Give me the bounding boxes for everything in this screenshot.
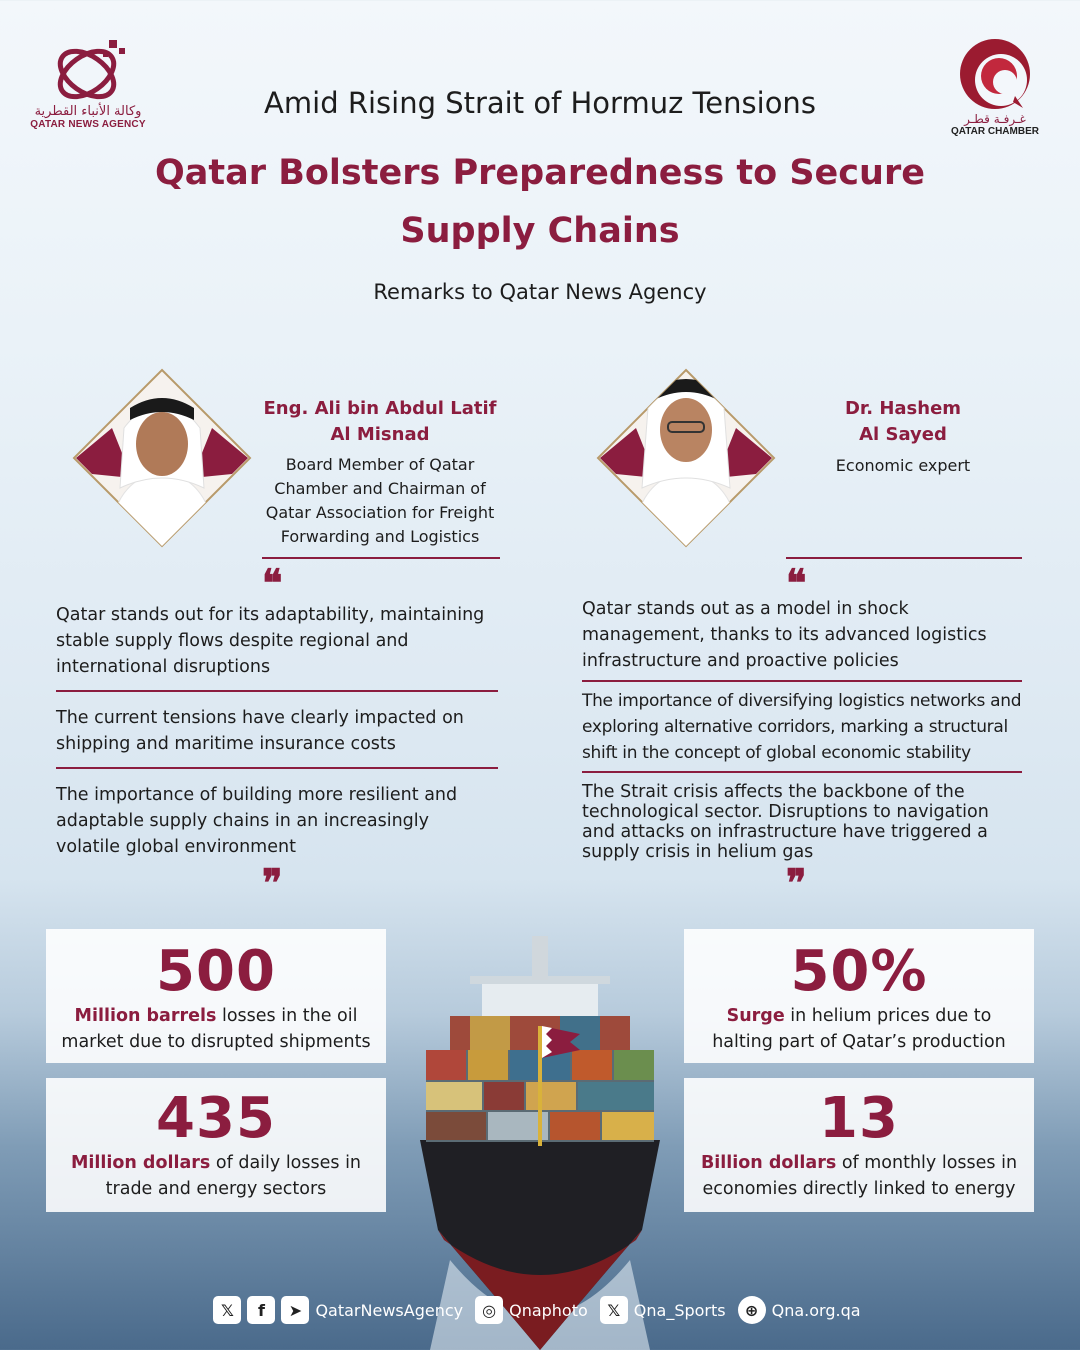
right-quote-2 (582, 688, 1042, 766)
quote-line: adaptable supply chains in an increasingly (56, 811, 429, 831)
page-title-line2: Supply Chains (400, 211, 680, 251)
person-right-name-line2: Al Sayed (859, 424, 947, 445)
stat-rest: losses in the oil (216, 1006, 358, 1026)
instagram-icon[interactable]: ◎ (475, 1296, 503, 1324)
stat-description-line2: halting part of Qatar’s production (712, 1032, 1006, 1052)
kicker-headline: Amid Rising Strait of Hormuz Tensions (264, 86, 816, 120)
handle-qnaphoto[interactable]: Qnaphoto (509, 1300, 588, 1320)
person-left-role-line: Chamber and Chairman of (274, 479, 486, 498)
divider (262, 557, 500, 559)
stat-description (46, 1150, 386, 1202)
left-quote-1 (56, 602, 506, 680)
quote-line: The current tensions have clearly impacted on (56, 708, 464, 728)
left-quote-2 (56, 705, 506, 757)
divider (582, 680, 1022, 682)
qatar-chamber-arabic: غـرفـة قطـر (964, 112, 1026, 126)
divider (56, 690, 498, 692)
stat-highlight: Billion dollars (700, 1153, 837, 1173)
qna-logo-arabic: وكالة الأنباء القطرية (34, 104, 142, 119)
stat-number: 50% (790, 939, 928, 1004)
cargo-ship-image (410, 930, 670, 1350)
open-quote-icon: ❝ (786, 560, 807, 605)
handle-qatarnewsagency[interactable]: QatarNewsAgency (315, 1300, 464, 1320)
stat-description (684, 1003, 1034, 1055)
stat-rest: in helium prices due to (784, 1006, 992, 1026)
person-left-role (248, 453, 512, 549)
right-quote-3 (582, 782, 1032, 862)
quote-line: technological sector. Disruptions to navigation (582, 802, 989, 822)
person-left-role-line: Qatar Association for Freight (265, 503, 495, 522)
open-quote-icon: ❝ (262, 560, 283, 605)
stat-card (684, 1078, 1034, 1212)
quote-line: The importance of building more resilient and (56, 785, 458, 805)
stat-highlight: Million barrels (74, 1006, 217, 1026)
stat-description-line1 (46, 1003, 386, 1029)
stat-description-line1 (684, 1003, 1034, 1029)
person-left-avatar (72, 368, 252, 548)
quote-line: The Strait crisis affects the backbone of the (582, 782, 965, 802)
person-right-avatar (596, 368, 776, 548)
stat-number: 13 (819, 1086, 899, 1151)
divider (56, 767, 498, 769)
quote-line: exploring alternative corridors, marking a structural (582, 717, 1008, 737)
person-right-role: Economic expert (835, 456, 971, 475)
globe-icon[interactable]: ⊕ (738, 1296, 766, 1324)
quote-line: shipping and maritime insurance costs (56, 734, 396, 754)
quote-line: The importance of diversifying logistics networks and (582, 691, 1022, 711)
quote-line: and attacks on infrastructure have triggered a (582, 822, 988, 842)
person-left-name (248, 396, 512, 448)
person-right-name-line1: Dr. Hashem (844, 398, 962, 419)
page-title-line1: Qatar Bolsters Preparedness to Secure (155, 153, 925, 193)
x-icon[interactable]: 𝕏 (213, 1296, 241, 1324)
left-quote-3 (56, 782, 506, 860)
quote-line: Qatar stands out for its adaptability, maintaining (56, 605, 485, 625)
quote-line: supply crisis in helium gas (582, 842, 814, 862)
quote-line: infrastructure and proactive policies (582, 651, 899, 671)
person-left-name-line2: Al Misnad (330, 424, 430, 445)
facebook-icon[interactable]: f (247, 1296, 275, 1324)
right-quote-1 (582, 596, 1032, 674)
portrait-right (596, 368, 776, 548)
quote-line: shift in the concept of global economic stability (582, 743, 971, 763)
stat-description-line1 (684, 1150, 1034, 1176)
person-left-role-line: Board Member of Qatar (285, 455, 475, 474)
handle-website[interactable]: Qna.org.qa (771, 1300, 861, 1320)
stat-description (684, 1150, 1034, 1202)
social-footer (0, 1292, 1080, 1328)
page-title (120, 144, 960, 260)
x-icon[interactable]: 𝕏 (600, 1296, 628, 1324)
qna-logo-english: QATAR NEWS AGENCY (30, 119, 146, 130)
handle-qna-sports[interactable]: Qna_Sports (633, 1300, 726, 1320)
cargo-ship-icon (410, 930, 670, 1350)
stat-description-line2: economies directly linked to energy (702, 1179, 1016, 1199)
stat-description-line2: market due to disrupted shipments (61, 1032, 371, 1052)
divider (786, 557, 1022, 559)
person-right-name (790, 396, 1016, 448)
stat-description-line2: trade and energy sectors (105, 1179, 327, 1199)
stat-number: 500 (156, 939, 276, 1004)
stat-card (684, 929, 1034, 1063)
stat-description-line1 (46, 1150, 386, 1176)
quote-line: international disruptions (56, 657, 271, 677)
stat-highlight: Million dollars (70, 1153, 211, 1173)
stat-card (46, 929, 386, 1063)
close-quote-icon: ❞ (262, 860, 283, 905)
stat-description (46, 1003, 386, 1055)
person-left-role-line: Forwarding and Logistics (280, 527, 480, 546)
stat-highlight: Surge (726, 1006, 785, 1026)
stat-rest: of daily losses in (210, 1153, 362, 1173)
close-quote-icon: ❞ (786, 860, 807, 905)
quote-line: volatile global environment (56, 837, 296, 857)
quote-line: stable supply flows despite regional and (56, 631, 409, 651)
person-left-name-line1: Eng. Ali bin Abdul Latif (263, 398, 497, 419)
telegram-icon[interactable]: ➤ (281, 1296, 309, 1324)
quote-line: management, thanks to its advanced logistics (582, 625, 987, 645)
qatar-chamber-english: QATAR CHAMBER (951, 126, 1039, 137)
divider (582, 771, 1022, 773)
page-subtitle: Remarks to Qatar News Agency (373, 280, 707, 304)
stat-card (46, 1078, 386, 1212)
quote-line: Qatar stands out as a model in shock (582, 599, 909, 619)
stat-rest: of monthly losses in (836, 1153, 1018, 1173)
stat-number: 435 (156, 1086, 276, 1151)
portrait-left (72, 368, 252, 548)
